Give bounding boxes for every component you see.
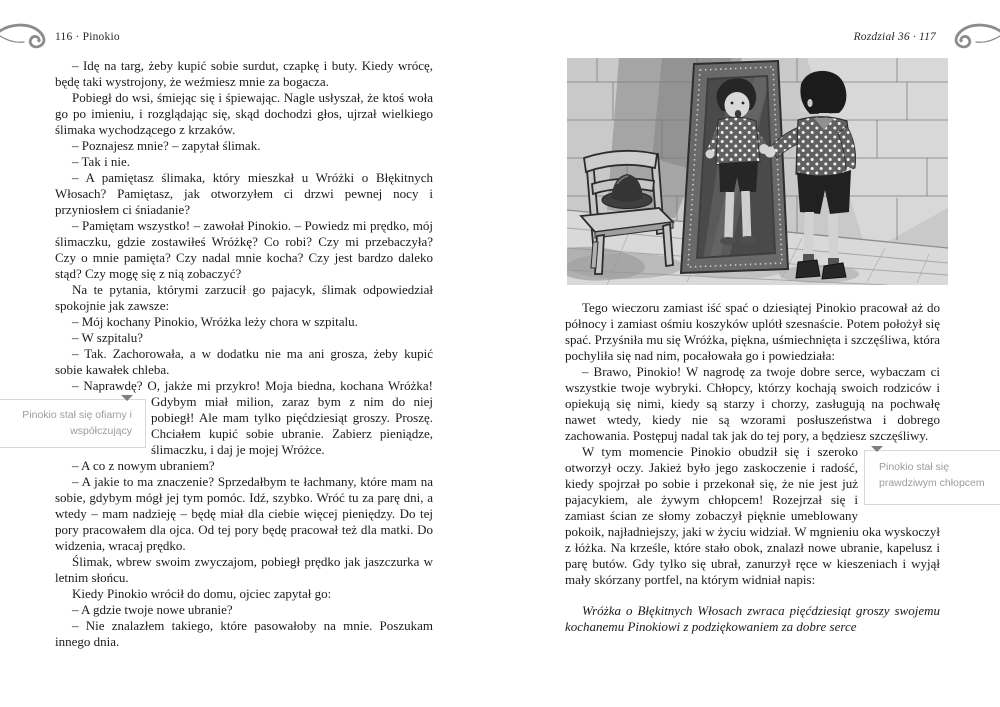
paragraph: – W szpitalu? (72, 330, 144, 345)
margin-note-text: Pinokio stał się ofiarny i współczujący (22, 409, 132, 437)
triangle-down-icon (871, 446, 883, 452)
wallet-inscription: Wróżka o Błękitnych Włosach zwraca pięćdziesiąt groszy swojemu kochanemu Pinokiowi z podziękowaniem za dobre serce (565, 603, 940, 634)
page-number-left: 116 · Pinokio (55, 31, 120, 43)
paragraph: Pobiegł do wsi, śmiejąc się i śpiewając. Nagle usłyszał, że ktoś woła go po imieniu, i rozglądając się, skąd dochodzi głos, ujrzał wielkiego ślimaka wychodzącego z krzaków. (55, 90, 433, 137)
paragraph: Tego wieczoru zamiast iść spać o dziesiątej Pinokio pracował aż do północy i zamiast ośmiu koszyków uplótł szesnaście. Potem położył się spać. Przyśniła mu się Wróżka, piękna, uśmiechnięta i szczęśliwa, która pochyliła się nad nim, pocałowała go i powiedziała: (565, 300, 940, 363)
flourish-ornament-icon (0, 22, 55, 49)
margin-note-right (864, 450, 1000, 505)
paragraph: – Pamiętam wszystko! – zawołał Pinokio. – Powiedz mi prędko, mój ślimaczku, gdzie zostawiłeś Wróżkę? Co robi? Czy mi przebaczyła? Czy o mnie pamięta? Czy nadal mnie kocha? Czy jest bardzo daleko stąd? Czy mogę się z nią zobaczyć? (55, 218, 433, 281)
paragraph: – Mój kochany Pinokio, Wróżka leży chora w szpitalu. (72, 314, 358, 329)
paragraph: Ślimak, wbrew swoim zwyczajom, pobiegł prędko jak jaszczurka w letnim słońcu. (55, 554, 433, 585)
paragraph: – Tak. Zachorowała, a w dodatku nie ma ani grosza, żeby kupić sobie kawałek chleba. (55, 346, 433, 377)
margin-note-left (0, 399, 146, 448)
paragraph: – Tak i nie. (72, 154, 131, 169)
chapter-page-number-right: Rozdział 36 · 117 (853, 31, 936, 43)
paragraph: Na te pytania, którymi zarzucił go pajacyk, ślimak odpowiedział spokojnie jak zawsze: (55, 282, 433, 313)
paragraph: – Poznajesz mnie? – zapytał ślimak. (72, 138, 261, 153)
paragraph: – Nie znalazłem takiego, które pasowałoby na mnie. Poszukam innego dnia. (55, 618, 433, 649)
paragraph: – A jakie to ma znaczenie? Sprzedałbym te łachmany, które mam na sobie, gdybym mógł jej tym pomóc. Idź, szybko. Wróć tu za parę dni, a wtedy – mam nadzieję – będę miał dla ciebie więcej pieniędzy. Do tej pory pracowałem dla ojca. Od tej pory będę pracował też dla matki. Do widzenia, wracaj prędko. (55, 474, 433, 553)
paragraph: – A co z nowym ubraniem? (72, 458, 215, 473)
paragraph-text: – Naprawdę? O, jakże mi przykro! Moja biedna, kochana Wróżka! (72, 378, 433, 393)
paragraph: – Idę na targ, żeby kupić sobie surdut, czapkę i buty. Kiedy wrócę, będę taki wystrojony, że weźmiesz mnie za bogacza. (55, 58, 433, 89)
paragraph-text: Gdybym miał milion, zaraz bym z nim do niej pobiegł! Ale mam tylko pięćdziesiąt groszy. Proszę. Chciałem kupić sobie ubranie. Zabierz pieniądze, ślimaczku, i daj je mojej Wróżce. (151, 394, 433, 457)
margin-note-text: Pinokio stał się prawdziwym chłopcem (879, 461, 985, 489)
illustration-pinocchio-mirror (567, 58, 948, 285)
paragraph: – A gdzie twoje nowe ubranie? (72, 602, 233, 617)
paragraph: – A pamiętasz ślimaka, który mieszkał u Wróżki o Błękitnych Włosach? Pamiętasz, jak otworzyłem ci drzwi pewnej nocy i przyniosłem ci śniadanie? (55, 170, 433, 217)
flourish-ornament-icon (945, 22, 1000, 49)
left-page-text-column (55, 58, 433, 650)
triangle-down-icon (121, 395, 133, 401)
paragraph-text: W tym momencie Pinokio obudził się i szeroko otworzył oczy. Jakież było jego zaskoczenie i radość, kiedy spojrzał po sobie i przekonał się, że nie jest już pajacykiem, ale żywym chłopcem! Rozejrzał się i zamiast ścian ze słomy zobaczył pięknie umeblowany pokoik, najładniejszy, jaki w życiu widział. W mgnieniu oka wyskoczył z łóżka. Na krześle, które stało obok, znalazł nowe ubranie, kapelusz i parę butów. Gdy tylko się ubrał, zanurzył ręce w kieszeniach i wyjął mały skórzany portfel, na którym widniał napis: (565, 444, 940, 587)
paragraph: Kiedy Pinokio wrócił do domu, ojciec zapytał go: (72, 586, 332, 601)
paragraph: – Brawo, Pinokio! W nagrodę za twoje dobre serce, wybaczam ci wszystkie twoje wybryki. Chłopcy, którzy kochają swoich rodziców i opiekują się nimi, kiedy są starzy i chorzy, zasługują na pochwałę nawet wtedy, kiedy nie są wzorami posłuszeństwa i dobrego zachowania. Postępuj nadal tak jak do tej pory, a będziesz szczęśliwy. (565, 364, 940, 443)
